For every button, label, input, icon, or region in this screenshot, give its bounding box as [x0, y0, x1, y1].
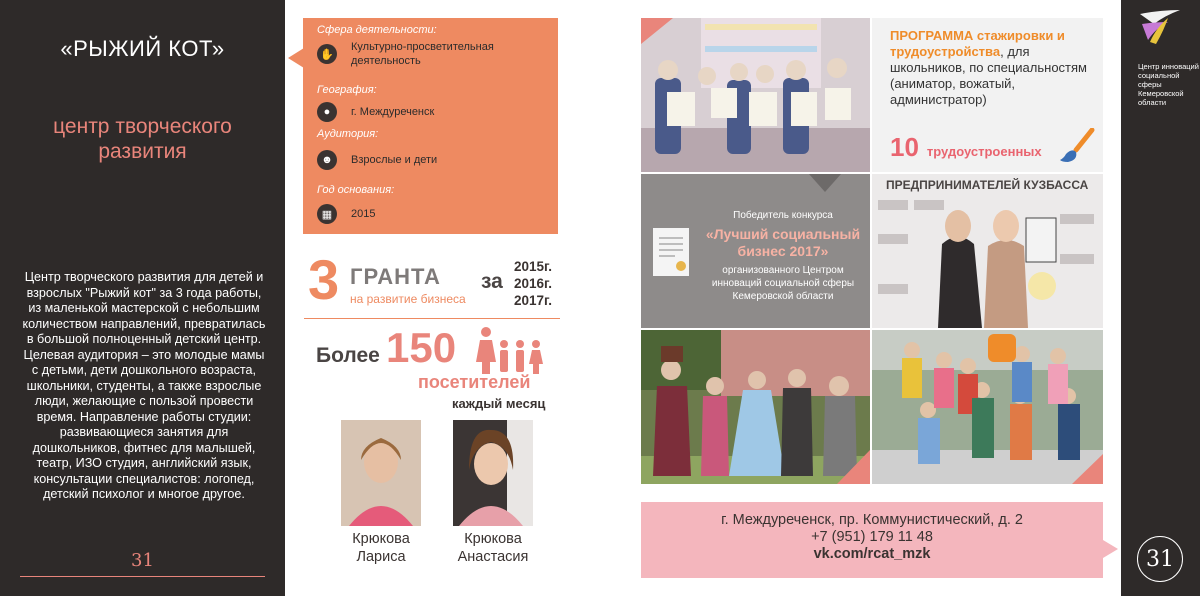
program-box — [872, 18, 1103, 172]
logo-text: Центр инноваций социальной сферы Кемеровской области — [1138, 62, 1199, 107]
grants-divider — [304, 318, 560, 319]
business-banner: ПРЕДПРИНИМАТЕЛЕЙ КУЗБАССА — [886, 178, 1089, 192]
program-stat — [890, 132, 1042, 163]
program-title — [890, 28, 1090, 108]
photo-kids-group-image — [872, 330, 1103, 484]
globe-icon: ● — [317, 102, 337, 122]
geo-row — [317, 102, 434, 122]
info-card — [303, 18, 558, 234]
contact-box-notch — [1103, 540, 1118, 558]
person-surname: Крюкова — [464, 531, 522, 547]
sphere-label: Сфера деятельности: — [317, 24, 437, 36]
certificate-icon — [653, 228, 689, 276]
photo-business-award-image — [872, 174, 1103, 328]
visitors-prefix: Более — [316, 344, 380, 367]
grant-year: 2017г. — [514, 293, 553, 308]
founded-row — [317, 204, 375, 224]
portrait-larisa-image — [341, 420, 421, 526]
certificate-icon-lines — [653, 228, 689, 276]
audience-row — [317, 150, 437, 170]
grants-za: за — [481, 270, 503, 293]
family-icon — [476, 326, 548, 374]
people-icon: ☻ — [317, 150, 337, 170]
portrait-anastasia — [453, 420, 533, 526]
geo-label: География: — [317, 84, 377, 96]
grants-subtitle: на развитие бизнеса — [350, 292, 466, 306]
person-firstname: Анастасия — [457, 549, 529, 565]
person-firstname: Лариса — [356, 549, 406, 565]
winner-box — [641, 174, 870, 328]
grants-years — [514, 258, 552, 309]
program-count-label: трудоустроенных — [926, 144, 1042, 159]
left-page-number: 31 — [131, 550, 154, 571]
photo-costume-party-image — [641, 330, 870, 484]
person-name-anastasia — [438, 530, 548, 566]
calendar-icon: ▦ — [317, 204, 337, 224]
winner-organizer: организованного Центром инноваций социальной сферы Кемеровской области — [711, 265, 855, 302]
brush-icon — [1058, 128, 1096, 166]
portrait-anastasia-image — [453, 420, 533, 526]
grant-year: 2015г. — [514, 259, 553, 274]
grants-word: ГРАНТА — [350, 264, 441, 289]
subtitle-line-2: развития — [98, 140, 187, 163]
photo-costume-party — [641, 330, 870, 484]
visitors-number: 150 — [386, 324, 457, 371]
page-subtitle — [0, 114, 285, 164]
founded-value: 2015 — [351, 208, 376, 220]
grants-number: 3 — [308, 248, 340, 311]
sphere-value — [351, 40, 494, 68]
photo-business-award — [872, 174, 1103, 328]
contact-address: г. Междуреченск, пр. Коммунистический, д. 2 — [721, 512, 1023, 528]
audience-value: Взрослые и дети — [351, 154, 438, 166]
photo-kids-group — [872, 330, 1103, 484]
hand-icon: ✋ — [317, 44, 337, 64]
photo-kids-drawings — [641, 18, 870, 172]
sphere-row — [317, 40, 494, 68]
contact-phone: +7 (951) 179 11 48 — [811, 529, 933, 545]
founded-label: Год основания: — [317, 184, 395, 196]
winner-title: «Лучший социальный бизнес 2017» — [705, 226, 861, 259]
person-surname: Крюкова — [352, 531, 410, 547]
contact-web-link[interactable]: vk.com/rcat_mzk — [813, 546, 931, 562]
winner-pretitle: Победитель конкурса — [733, 210, 833, 221]
description-text: Центр творческого развития для детей и взрослых "Рыжий кот" за 3 года работы, из маленькой мастерской с небольшим количеством направлений, превратилась в большой полноценный детский центр. Целевая аудитория – это молодые мамы с детьми, дети дошкольного возраста, школьники, студенты, а также взрослые люди, желающие с пользой провести время. Направление работы студии: развивающиеся занятия для дошкольников, фитнес для малышей, театр, ИЗО студия, английский язык, консультации специалистов: логопед, детский психолог и многое другое. — [22, 270, 266, 501]
sphere-value-1: Культурно-просветительная — [351, 41, 494, 53]
geo-value: г. Междуреченск — [351, 106, 435, 118]
logo-icon — [1138, 8, 1182, 48]
sphere-value-2: деятельность — [351, 55, 421, 67]
visitors-period: каждый месяц — [452, 396, 546, 411]
person-name-larisa — [326, 530, 436, 566]
grant-year: 2016г. — [514, 276, 553, 291]
audience-label: Аудитория: — [317, 128, 379, 140]
left-divider — [20, 576, 265, 577]
photo-kids-drawings-image — [641, 18, 870, 172]
visitors-word: посетителей — [418, 372, 531, 392]
page-title: «РЫЖИЙ КОТ» — [60, 36, 225, 61]
subtitle-line-1: центр творческого — [53, 115, 232, 138]
program-count: 10 — [890, 132, 919, 162]
program-title-bold: ПРОГРАММА стажировки и трудоустройства — [890, 28, 1065, 59]
right-page-number: 31 — [1137, 536, 1183, 582]
contact-box — [641, 502, 1103, 578]
portrait-larisa — [341, 420, 421, 526]
program-title-rest: , для школьников, по специальностям (аниматор, вожатый, администратор) — [890, 44, 1087, 107]
info-card-notch — [288, 48, 304, 68]
